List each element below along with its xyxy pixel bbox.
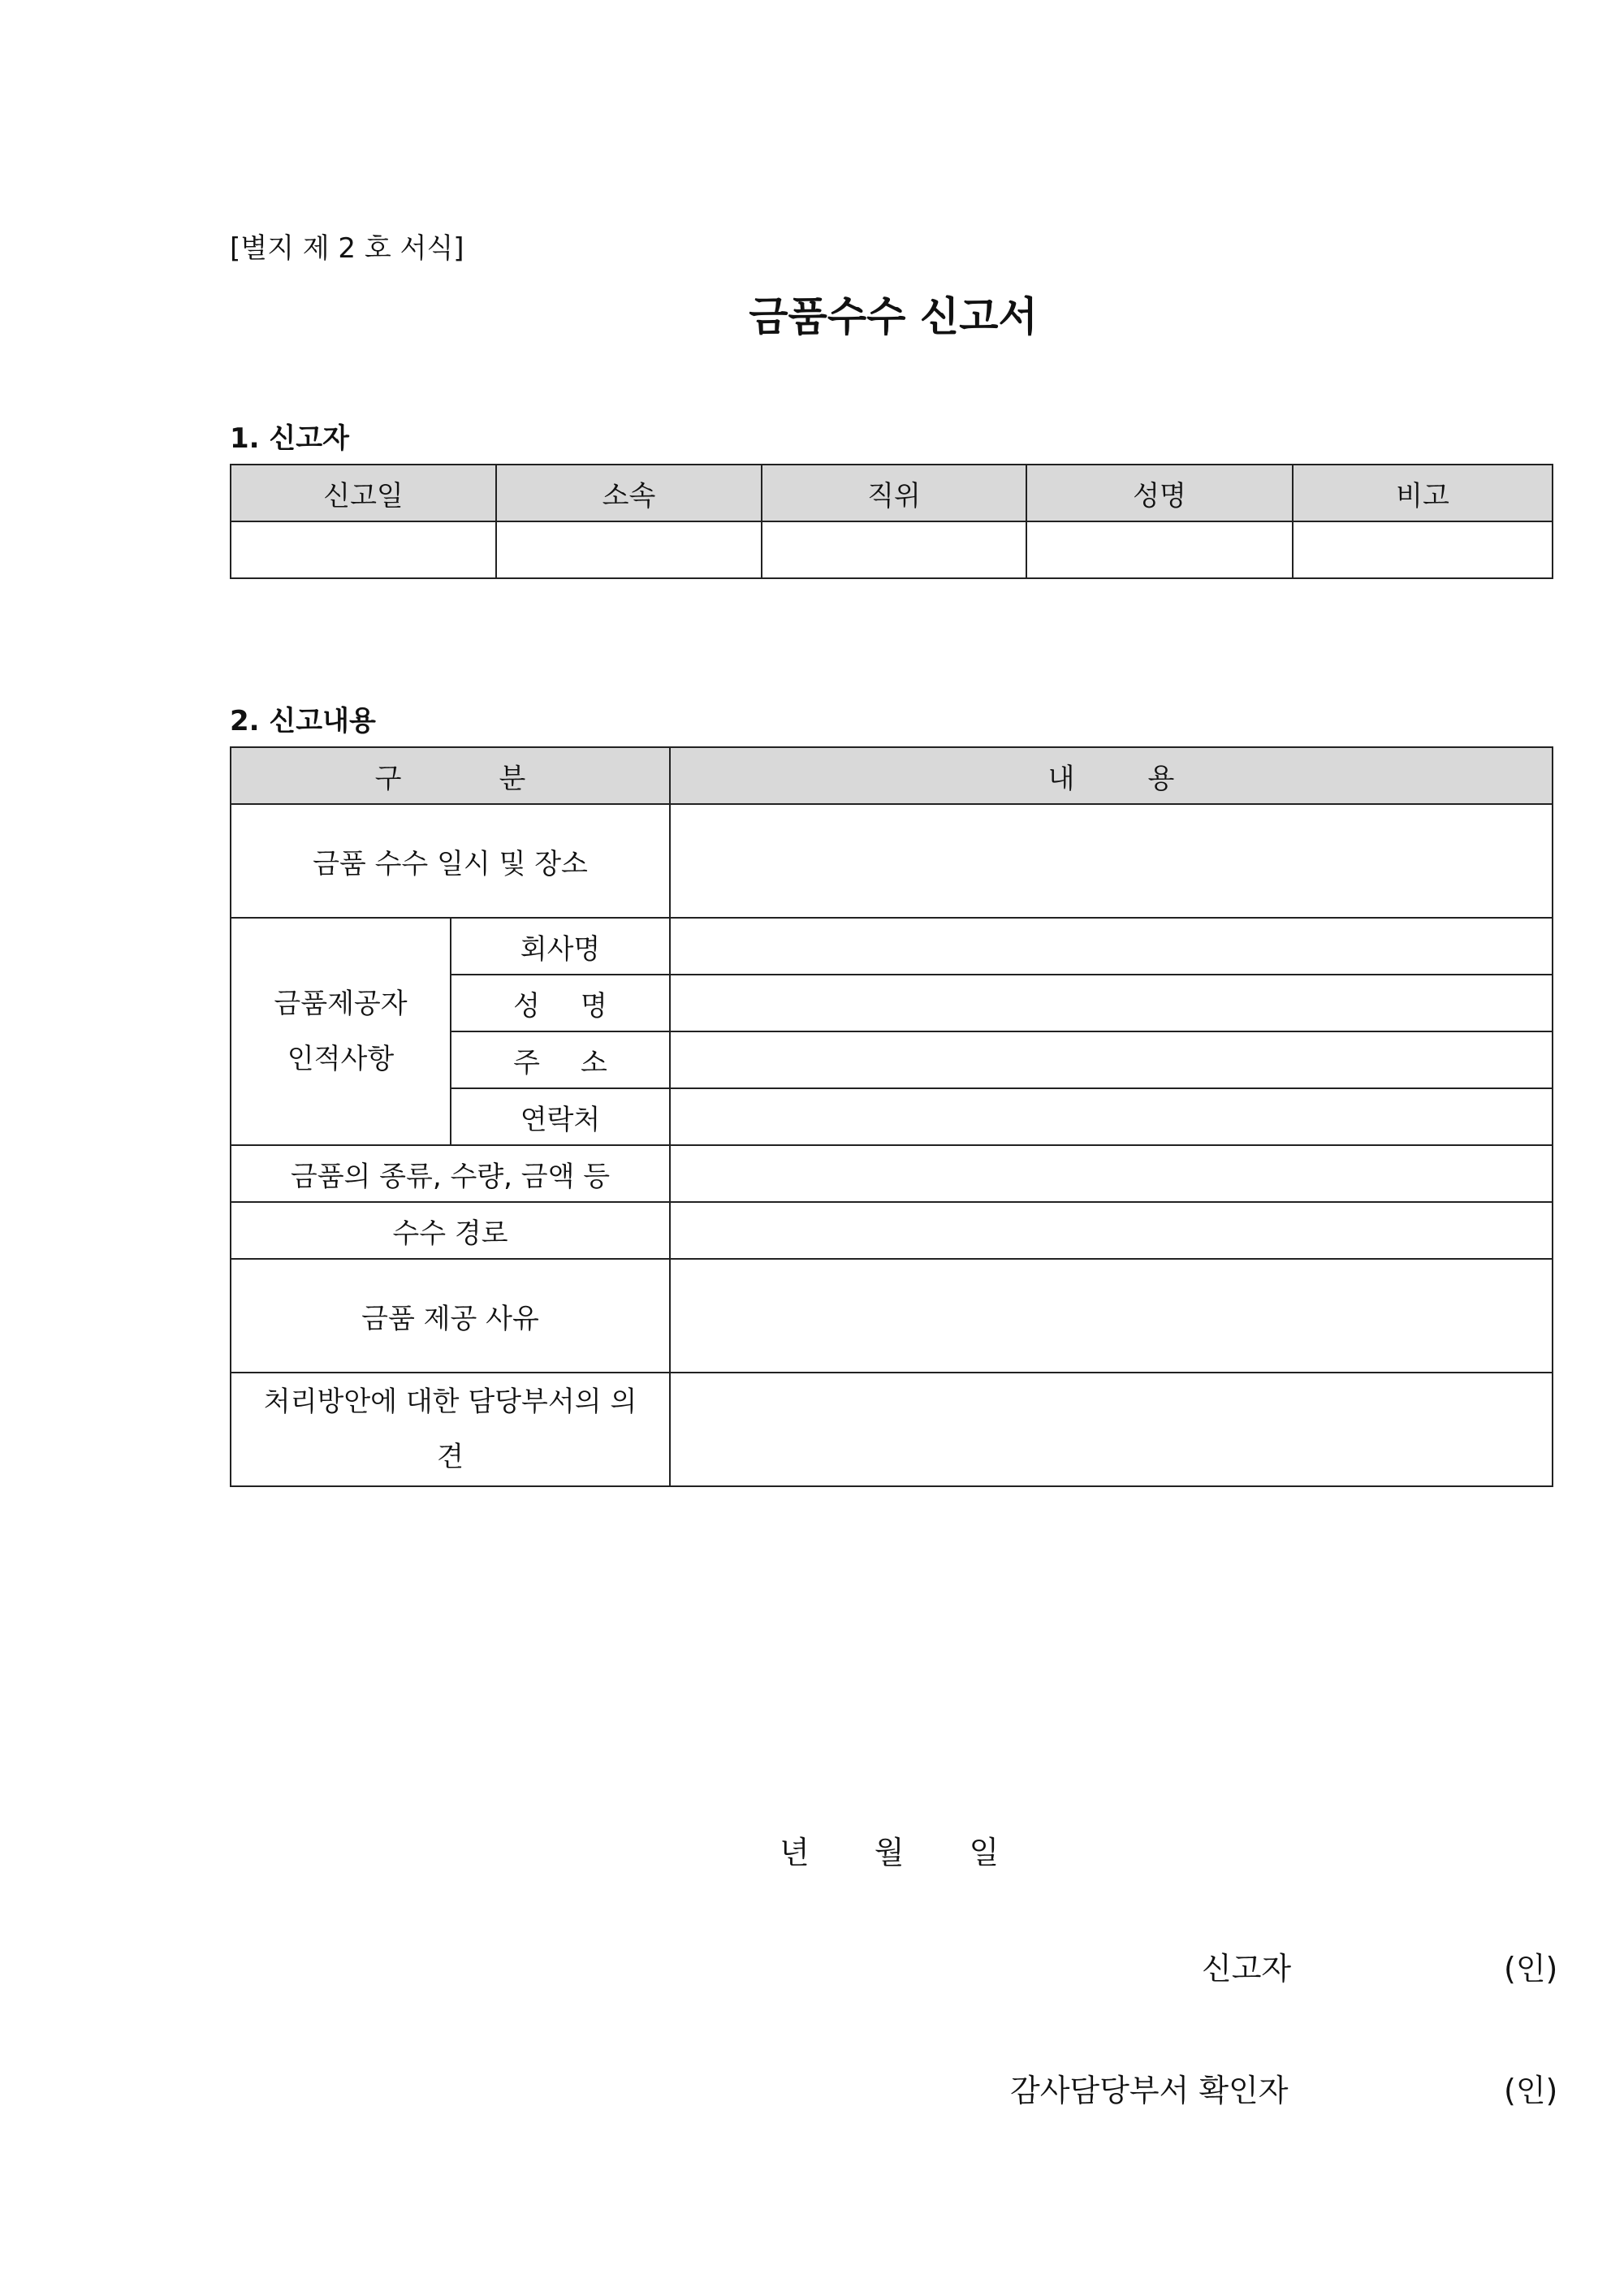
form-number-label: [별지 제 2 호 서식] <box>230 232 464 265</box>
reason-label: 금품 제공 사유 <box>231 1259 670 1373</box>
opinion-label: 처리방안에 대한 담당부서의 의 견 <box>231 1373 670 1486</box>
table-row <box>231 804 1553 918</box>
month-label: 월 <box>874 1835 905 1870</box>
date-line <box>780 1827 999 1872</box>
content-header-row <box>231 747 1553 804</box>
provider-info-label: 금품제공자 인적사항 <box>231 918 451 1145</box>
col-remarks: 비고 <box>1293 465 1553 521</box>
section2-heading: 2. 신고내용 <box>230 705 376 737</box>
type-qty-amount-label: 금품의 종류, 수량, 금액 등 <box>231 1145 670 1202</box>
contact-field[interactable] <box>670 1088 1553 1145</box>
position-field[interactable] <box>762 521 1026 578</box>
provider-name-field[interactable] <box>670 975 1553 1031</box>
col-content: 내 용 <box>670 747 1553 804</box>
report-date-field[interactable] <box>231 521 496 578</box>
day-label: 일 <box>969 1835 1000 1870</box>
reporter-sign-label: 신고자 <box>1202 1951 1292 1987</box>
type-qty-amount-field[interactable] <box>670 1145 1553 1202</box>
col-affiliation: 소속 <box>496 465 762 521</box>
table-row <box>231 1373 1553 1486</box>
year-label: 년 <box>780 1835 810 1870</box>
datetime-place-field[interactable] <box>670 804 1553 918</box>
route-label: 수수 경로 <box>231 1202 670 1259</box>
section1-heading: 1. 신고자 <box>230 422 349 455</box>
reporter-value-row <box>231 521 1553 578</box>
table-row <box>231 1202 1553 1259</box>
opinion-field[interactable] <box>670 1373 1553 1486</box>
route-field[interactable] <box>670 1202 1553 1259</box>
name-field[interactable] <box>1026 521 1293 578</box>
datetime-place-label: 금품 수수 일시 및 장소 <box>231 804 670 918</box>
company-label: 회사명 <box>451 918 670 975</box>
table-row <box>231 918 1553 975</box>
col-report-date: 신고일 <box>231 465 496 521</box>
address-field[interactable] <box>670 1031 1553 1088</box>
affiliation-field[interactable] <box>496 521 762 578</box>
audit-confirmer-sign-label: 감사담당부서 확인자 <box>1010 2073 1289 2108</box>
reporter-table <box>230 464 1553 579</box>
reason-field[interactable] <box>670 1259 1553 1373</box>
table-row <box>231 1145 1553 1202</box>
remarks-field[interactable] <box>1293 521 1553 578</box>
document-title: 금품수수 신고서 <box>749 293 1038 340</box>
reporter-seal[interactable]: (인) <box>1504 1951 1558 1987</box>
col-name: 성명 <box>1026 465 1293 521</box>
contact-label: 연락처 <box>451 1088 670 1145</box>
address-label: 주 소 <box>451 1031 670 1088</box>
provider-name-label: 성 명 <box>451 975 670 1031</box>
report-content-table <box>230 746 1553 1487</box>
col-category: 구 분 <box>231 747 670 804</box>
table-row <box>231 1259 1553 1373</box>
company-field[interactable] <box>670 918 1553 975</box>
reporter-header-row <box>231 465 1553 521</box>
audit-confirmer-seal[interactable]: (인) <box>1504 2073 1558 2108</box>
col-position: 직위 <box>762 465 1026 521</box>
